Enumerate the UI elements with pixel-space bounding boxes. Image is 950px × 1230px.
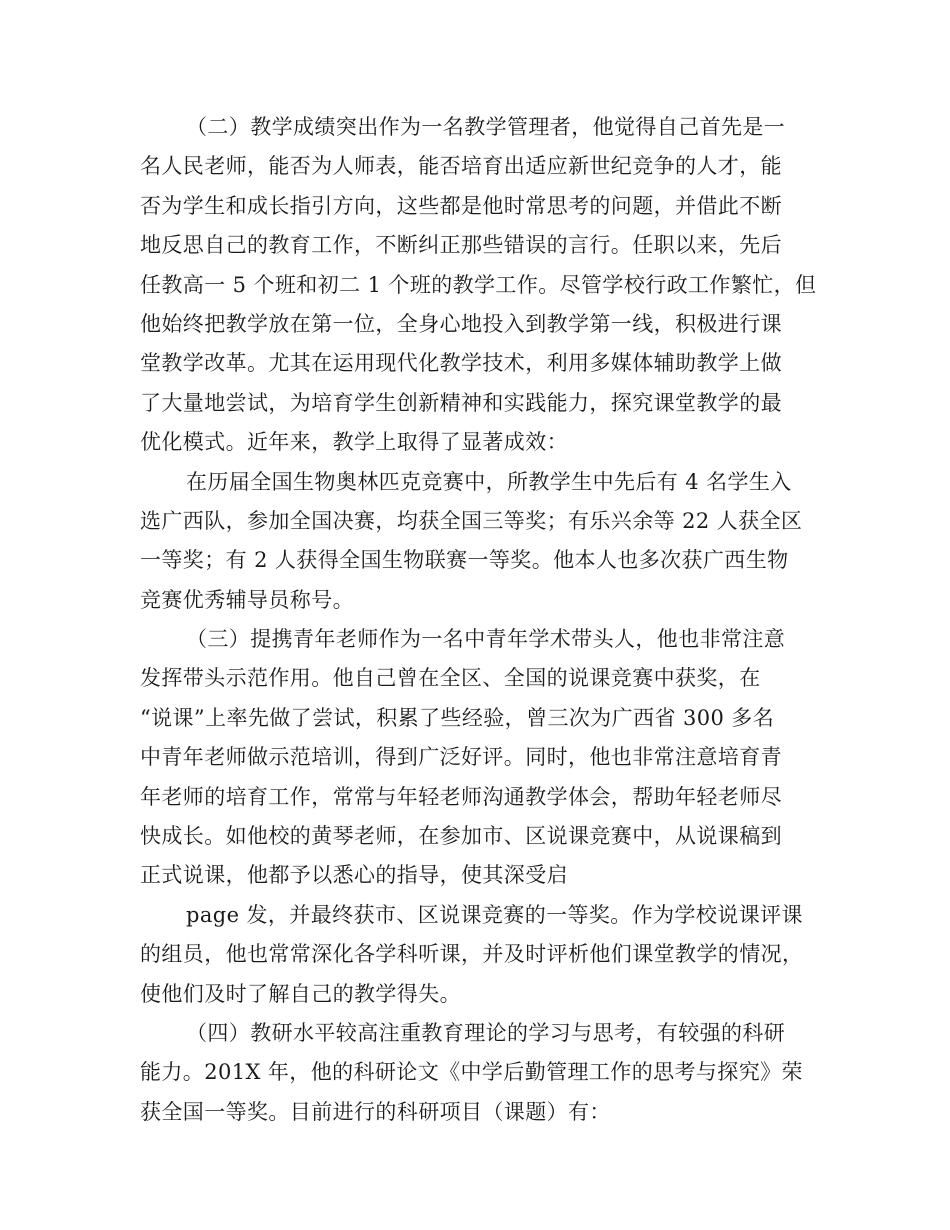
text-line: 正式说课，他都予以悉心的指导，使其深受启 [140,863,568,888]
text-line: 优化模式。近年来，教学上取得了显著成效： [140,430,568,455]
text-line: 名人民老师，能否为人师表，能否培育出适应新世纪竞争的人才，能 [140,154,782,179]
text-line: 一等奖；有 2 人获得全国生物联赛一等奖。他本人也多次获广西生物 [140,548,789,573]
text-line: 地反思自己的教育工作，不断纠正那些错误的言行。任职以来，先后 [140,233,782,258]
text-line: 能力。201X 年，他的科研论文《中学后勤管理工作的思考与探究》荣 [140,1060,803,1085]
text-line: “说课”上率先做了尝试，积累了些经验，曾三次为广西省 300 多名 [140,705,775,730]
text-line: page 发，并最终获市、区说课竞赛的一等奖。作为学校说课评课 [186,902,803,927]
text-line: 了大量地尝试，为培育学生创新精神和实践能力，探究课堂教学的最 [140,390,782,415]
text-line: 中青年老师做示范培训，得到广泛好评。同时，他也非常注意培育青 [140,745,782,770]
text-line: 堂教学改革。尤其在运用现代化教学技术，利用多媒体辅助教学上做 [140,351,782,376]
text-line: 任教高一 5 个班和初二 1 个班的教学工作。尽管学校行政工作繁忙，但 [140,272,817,297]
document-body [140,108,820,1132]
text-line: 的组员，他也常常深化各学科听课，并及时评析他们课堂教学的情况， [140,942,804,967]
text-line: （二）教学成绩突出作为一名教学管理者，他觉得自己首先是一 [186,115,786,139]
text-line: 在历届全国生物奥林匹克竞赛中，所教学生中先后有 4 名学生入 [186,469,792,494]
text-line: （三）提携青年老师作为一名中青年学术带头人，他也非常注意 [186,627,786,652]
text-line: （四）教研水平较高注重教育理论的学习与思考，有较强的科研 [186,1020,786,1045]
text-line: 竞赛优秀辅导员称号。 [140,587,354,612]
text-line: 他始终把教学放在第一位，全身心地投入到教学第一线，积极进行课 [140,311,782,336]
text-line: 发挥带头示范作用。他自己曾在全区、全国的说课竞赛中获奖，在 [140,666,761,691]
text-line: 使他们及时了解自己的教学得失。 [140,981,461,1006]
text-line: 否为学生和成长指引方向，这些都是他时常思考的问题，并借此不断 [140,193,782,218]
text-line: 年老师的培育工作，常常与年轻老师沟通教学体会，帮助年轻老师尽 [140,784,782,809]
text-line: 获全国一等奖。目前进行的科研项目（课题）有： [140,1099,611,1124]
text-line: 选广西队，参加全国决赛，均获全国三等奖；有乐兴余等 22 人获全区 [140,508,803,533]
text-line: 快成长。如他校的黄琴老师，在参加市、区说课竞赛中，从说课稿到 [140,824,782,849]
